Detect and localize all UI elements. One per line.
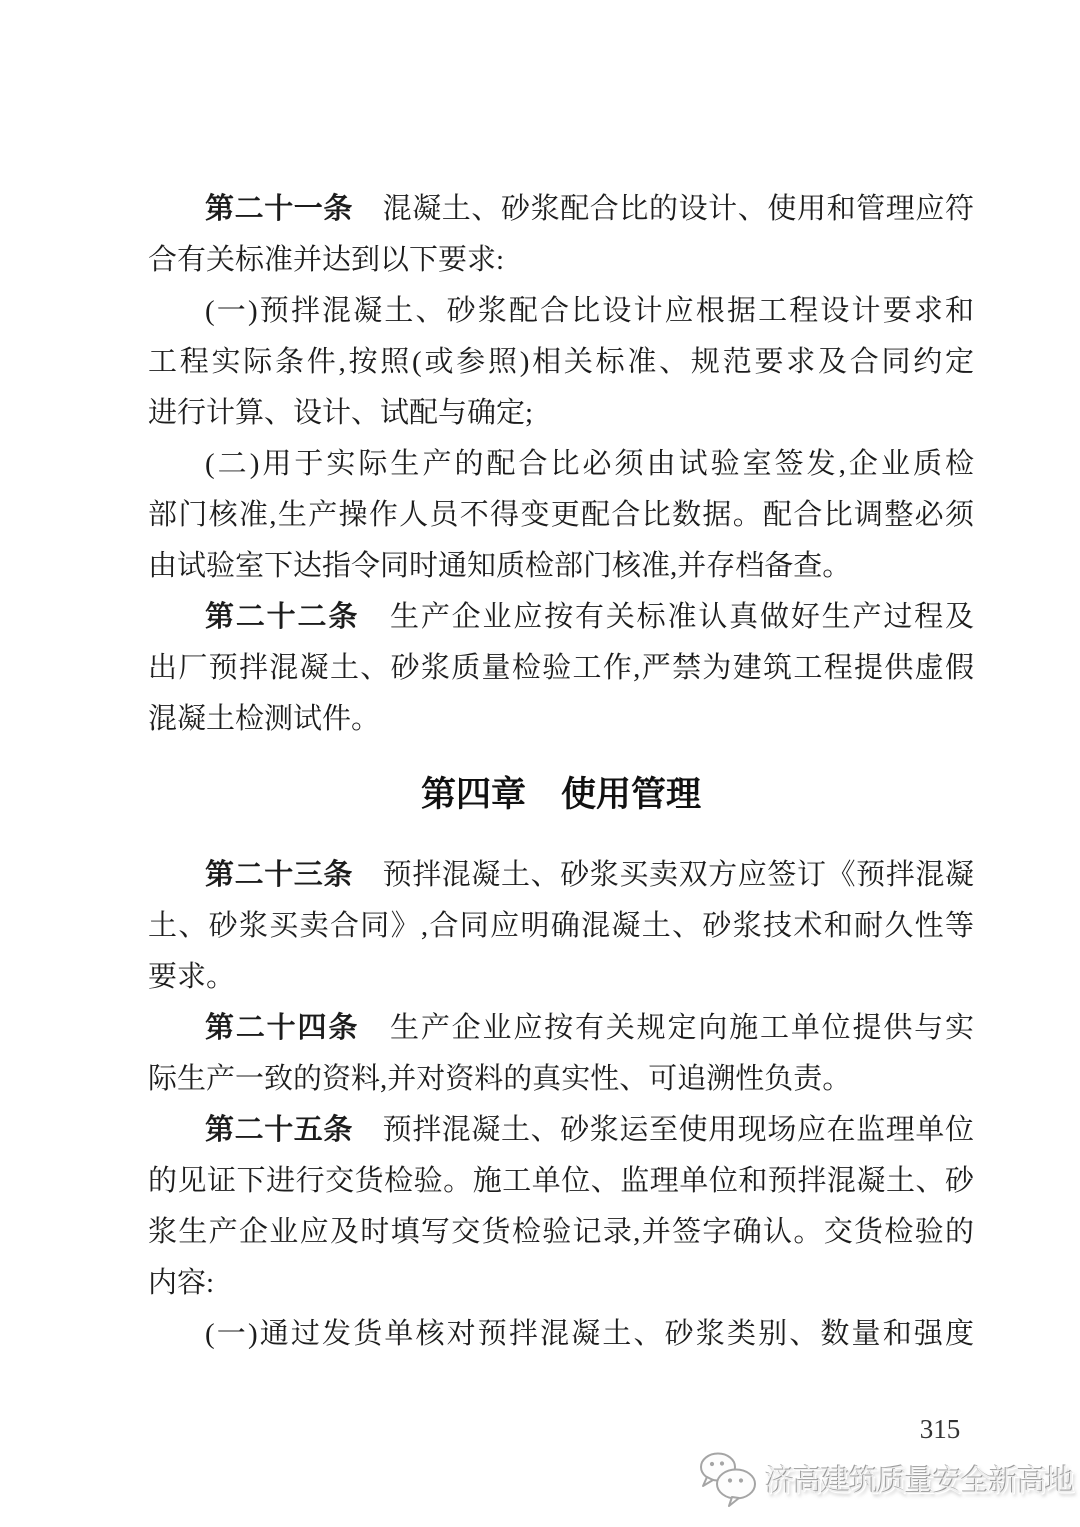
text-line: [148, 694, 974, 745]
article-number: 第二十一条: [205, 193, 353, 225]
article-text: (一)通过发货单核对预拌混凝土、砂浆类别、数量和强度: [205, 1318, 974, 1350]
text-line: [148, 592, 974, 643]
article-text: 出厂预拌混凝土、砂浆质量检验工作,严禁为建筑工程提供虚假: [148, 652, 974, 684]
chapter-heading: 第四章 使用管理: [420, 775, 701, 814]
text-line: [148, 184, 974, 235]
article-text: (二)用于实际生产的配合比必须由试验室签发,企业质检: [205, 448, 974, 480]
text-line: [148, 1003, 974, 1054]
article-text: 内容:: [148, 1267, 215, 1299]
text-line: [148, 235, 974, 286]
article-text: 工程实际条件,按照(或参照)相关标准、规范要求及合同约定: [148, 346, 974, 378]
text-line: [148, 850, 974, 901]
text-line: [148, 541, 974, 592]
text-line: [148, 1309, 974, 1360]
article-text: 预拌混凝土、砂浆买卖双方应签订《预拌混凝: [353, 859, 974, 891]
text-line: [148, 286, 974, 337]
article-text: 部门核准,生产操作人员不得变更配合比数据。配合比调整必须: [148, 499, 974, 531]
article-text: 生产企业应按有关标准认真做好生产过程及: [359, 601, 974, 633]
article-number: 第二十四条: [205, 1012, 360, 1044]
text-line: [148, 337, 974, 388]
article-text: 混凝土检测试件。: [148, 703, 381, 735]
page-number: 315: [919, 1414, 961, 1444]
article-text: 际生产一致的资料,并对资料的真实性、可追溯性负责。: [148, 1063, 852, 1095]
article-text: 的见证下进行交货检验。施工单位、监理单位和预拌混凝土、砂: [148, 1165, 974, 1197]
text-line: [148, 1207, 974, 1258]
article-text: 进行计算、设计、试配与确定;: [148, 397, 534, 429]
text-line: [148, 952, 974, 1003]
article-text: 预拌混凝土、砂浆运至使用现场应在监理单位: [353, 1114, 974, 1146]
article-text: 浆生产企业应及时填写交货检验记录,并签字确认。交货检验的: [148, 1216, 974, 1248]
text-line: [148, 490, 974, 541]
watermark: [697, 1447, 1073, 1509]
article-text: (一)预拌混凝土、砂浆配合比设计应根据工程设计要求和: [205, 295, 974, 327]
watermark-text: 济高建筑质量安全新高地: [765, 1465, 1073, 1498]
text-line: [148, 388, 974, 439]
article-text: 合有关标准并达到以下要求:: [148, 244, 505, 276]
text-line: [148, 1105, 974, 1156]
text-line: [148, 901, 974, 952]
text-line: [148, 439, 974, 490]
text-line: [148, 1054, 974, 1105]
section-after-chapter: [148, 850, 974, 1360]
text-line: [148, 1156, 974, 1207]
article-number: 第二十二条: [205, 601, 360, 633]
article-text: 由试验室下达指令同时通知质检部门核准,并存档备查。: [148, 550, 852, 582]
article-number: 第二十五条: [205, 1114, 353, 1146]
article-text: 生产企业应按有关规定向施工单位提供与实: [359, 1012, 974, 1044]
article-text: 要求。: [148, 961, 236, 993]
section-before-chapter: [148, 184, 974, 745]
article-text: 混凝土、砂浆配合比的设计、使用和管理应符: [353, 193, 974, 225]
article-text: 土、砂浆买卖合同》,合同应明确混凝土、砂浆技术和耐久性等: [148, 910, 974, 942]
text-line: [148, 643, 974, 694]
article-number: 第二十三条: [205, 859, 353, 891]
text-line: [148, 1258, 974, 1309]
document-body: [148, 184, 974, 1360]
wechat-icon: [697, 1449, 759, 1507]
